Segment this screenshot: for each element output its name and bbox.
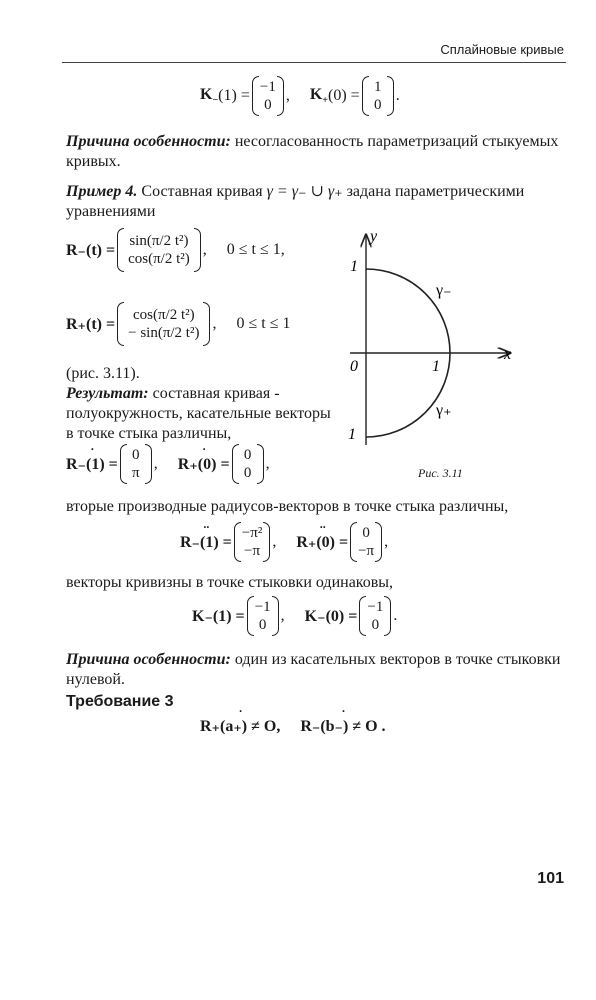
equation-r-ddot: ·· R₋(1) = −π² −π , ·· R₊(0) = 0 −π , <box>180 522 388 562</box>
equation-curvature-2: K₋(1) = −1 0 , K₋(0) = −1 0 . <box>192 596 397 636</box>
paragraph-result: (рис. 3.11). Результат: составная кривая - полуокружность, касательные векторы в точке стыка различны, <box>66 365 331 442</box>
vector: 1 0 <box>362 76 394 116</box>
vector: cos(π/2 t²) − sin(π/2 t²) <box>117 302 210 346</box>
vector: 0 −π <box>350 522 382 562</box>
figure-caption: Рис. 3.11 <box>418 466 463 480</box>
equation-r-minus: R₋(t) = sin(π/2 t²) cos(π/2 t²) , 0 ≤ t ≤ 1, <box>66 228 285 272</box>
top-tick-label: 1 <box>350 258 358 275</box>
gamma-minus-label: γ₋ <box>436 282 452 299</box>
equation-requirement-3: · R₊(a₊) ≠ O, · R₋(b₋) ≠ O . <box>200 716 386 736</box>
section-heading: Требование 3 <box>66 693 174 710</box>
origin-label: 0 <box>350 358 358 375</box>
vector: −1 0 <box>252 76 284 116</box>
equation-r-dot: · R₋(1) = 0 π , · R₊(0) = 0 0 , <box>66 444 270 484</box>
header-rule <box>62 62 566 63</box>
x-one-label: 1 <box>432 358 440 375</box>
gamma-plus-label: γ₊ <box>436 402 452 419</box>
vector: 0 π <box>120 444 152 484</box>
paragraph-second-derivatives: вторые производные радиусов-векторов в точке стыка различны, <box>66 498 509 515</box>
y-axis-label: y <box>370 228 378 245</box>
equation-curvature-vectors: $K_-$ (1) = −1 0 , $K_+$ (0) = 1 0 . <box>200 76 400 116</box>
equation-r-plus: R₊(t) = cos(π/2 t²) − sin(π/2 t²) , 0 ≤ t ≤ 1 <box>66 302 291 346</box>
vector: −1 0 <box>247 596 279 636</box>
figure-semicircle <box>330 225 560 505</box>
paragraph-reason-2: Причина особенности: один из касательных векторов в точке стыковки нулевой. <box>66 651 561 688</box>
vector: sin(π/2 t²) cos(π/2 t²) <box>117 228 201 272</box>
x-axis-label: x <box>504 346 512 363</box>
vector: −1 0 <box>359 596 391 636</box>
vector: 0 0 <box>232 444 264 484</box>
vector: −π² −π <box>234 522 271 562</box>
paragraph-curvature: векторы кривизны в точке стыковки одинаковы, <box>66 574 394 591</box>
page-number: 101 <box>537 870 564 887</box>
bottom-tick-label: 1 <box>348 426 356 443</box>
paragraph-reason-1: Причина особенности: несогласованность параметризаций стыкуемых кривых. <box>66 133 559 170</box>
paragraph-example-4: Пример 4. Составная кривая γ = γ₋ ∪ γ₊ задана параметрическими уравнениями <box>66 183 525 220</box>
running-title: Сплайновые кривые <box>440 42 564 57</box>
